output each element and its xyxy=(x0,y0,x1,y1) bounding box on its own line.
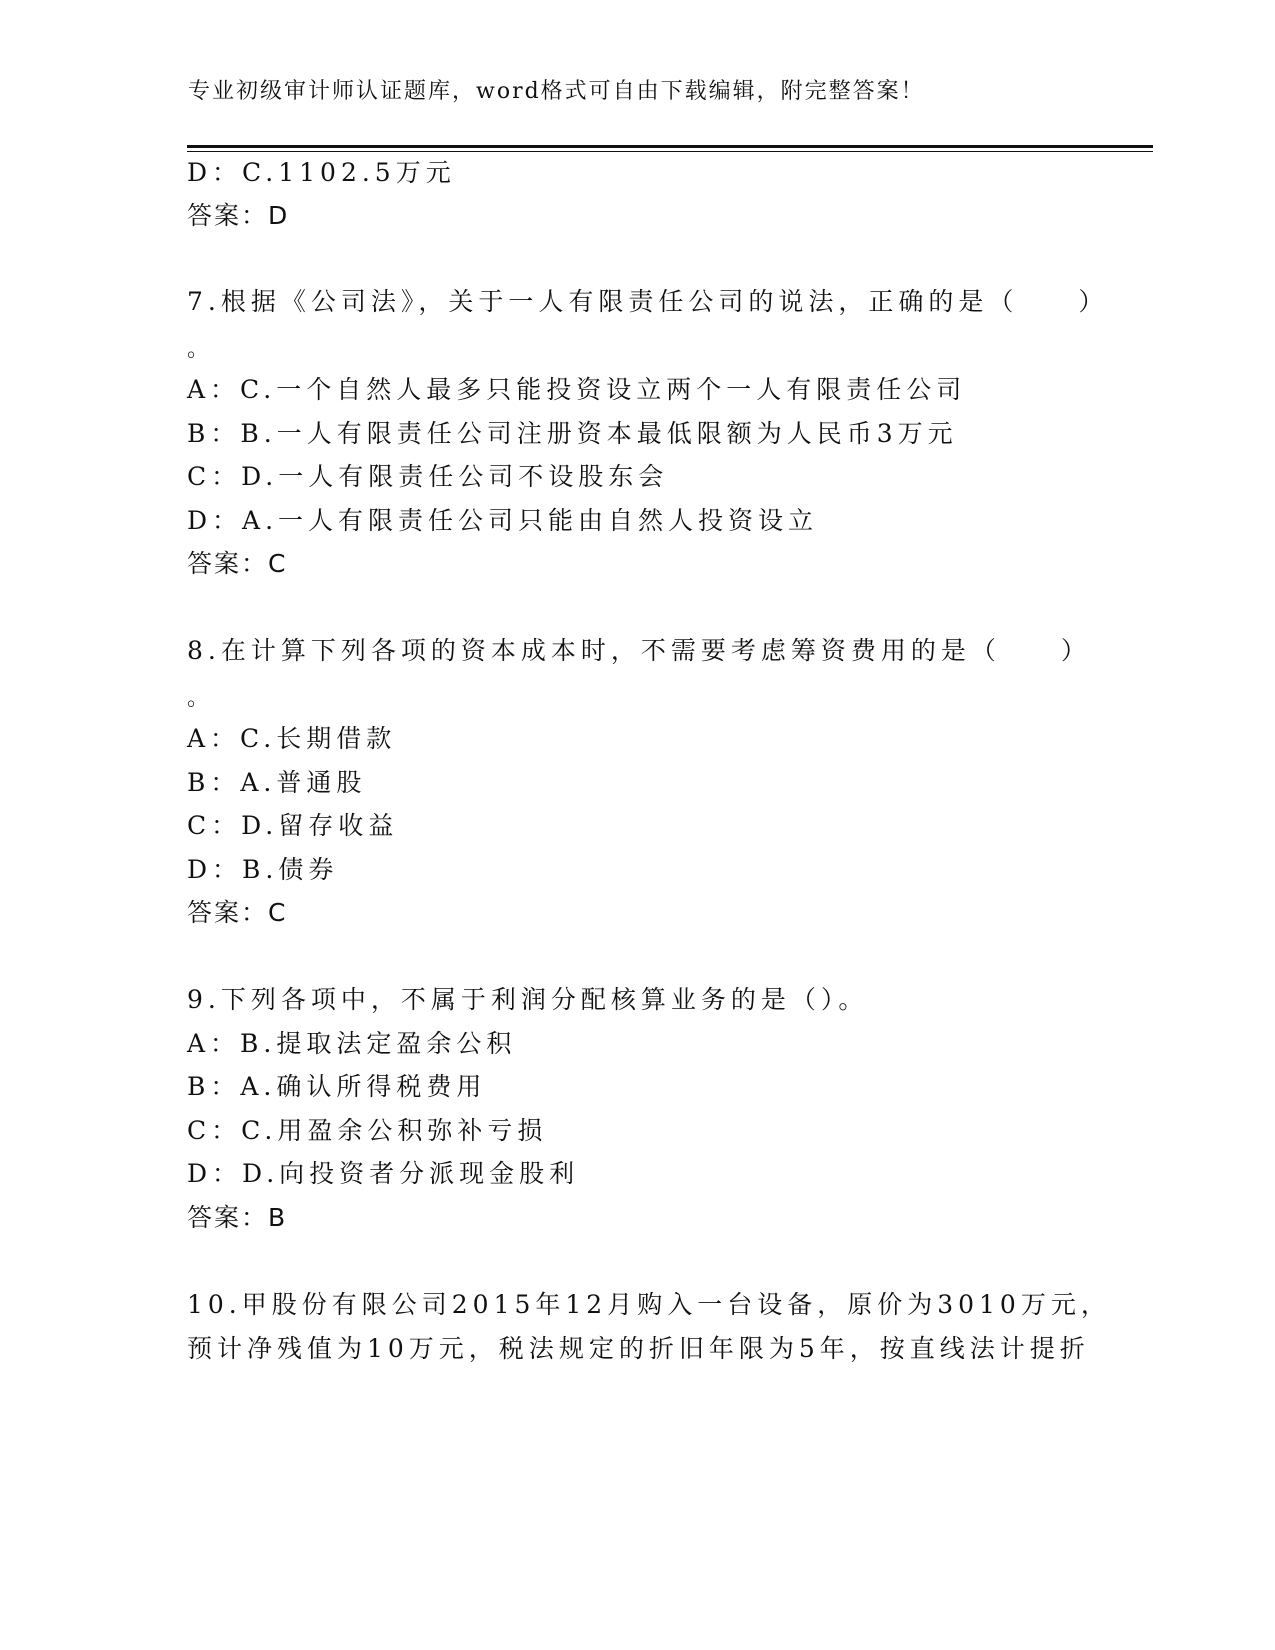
q7-answer: 答案：C xyxy=(187,549,288,578)
q7-option-c: C：D.一人有限责任公司不设股东会 xyxy=(187,462,669,491)
q9-option-a: A：B.提取法定盈余公积 xyxy=(187,1029,517,1058)
q8-option-a: A：C.长期借款 xyxy=(187,724,397,753)
q7-option-b: B：B.一人有限责任公司注册资本最低限额为人民币3万元 xyxy=(187,419,958,448)
q6-answer: 答案：D xyxy=(187,201,290,230)
q6-option-d: D：C.1102.5万元 xyxy=(187,158,456,187)
q9-option-c: C：C.用盈余公积弥补亏损 xyxy=(187,1116,548,1145)
page-header: 专业初级审计师认证题库，word格式可自由下载编辑，附完整答案！ xyxy=(188,79,925,104)
q8-answer: 答案：C xyxy=(187,898,288,927)
q7-option-a: A：C.一个自然人最多只能投资设立两个一人有限责任公司 xyxy=(187,375,967,404)
header-rule xyxy=(187,145,1153,148)
q8-option-d: D：B.债券 xyxy=(187,855,339,884)
q8-option-b: B：A.普通股 xyxy=(187,768,367,797)
q7-stem-tail: 。 xyxy=(187,337,215,362)
q9-option-d: D：D.向投资者分派现金股利 xyxy=(187,1159,580,1188)
q10-stem-line-1: 10.甲股份有限公司2015年12月购入一台设备，原价为3010万元， xyxy=(187,1290,1111,1319)
q8-stem-tail: 。 xyxy=(187,686,215,711)
q9-stem: 9.下列各项中，不属于利润分配核算业务的是（）。 xyxy=(187,985,869,1014)
q8-stem: 8.在计算下列各项的资本成本时，不需要考虑筹资费用的是（ ） xyxy=(187,636,1091,665)
q9-option-b: B：A.确认所得税费用 xyxy=(187,1072,487,1101)
q10-stem-line-2: 预计净残值为10万元，税法规定的折旧年限为5年，按直线法计提折 xyxy=(187,1334,1090,1363)
q8-option-c: C：D.留存收益 xyxy=(187,811,399,840)
q9-answer: 答案：B xyxy=(187,1203,288,1232)
q7-option-d: D：A.一人有限责任公司只能由自然人投资设立 xyxy=(187,506,819,535)
q7-stem: 7.根据《公司法》，关于一人有限责任公司的说法，正确的是（ ） xyxy=(187,287,1109,316)
